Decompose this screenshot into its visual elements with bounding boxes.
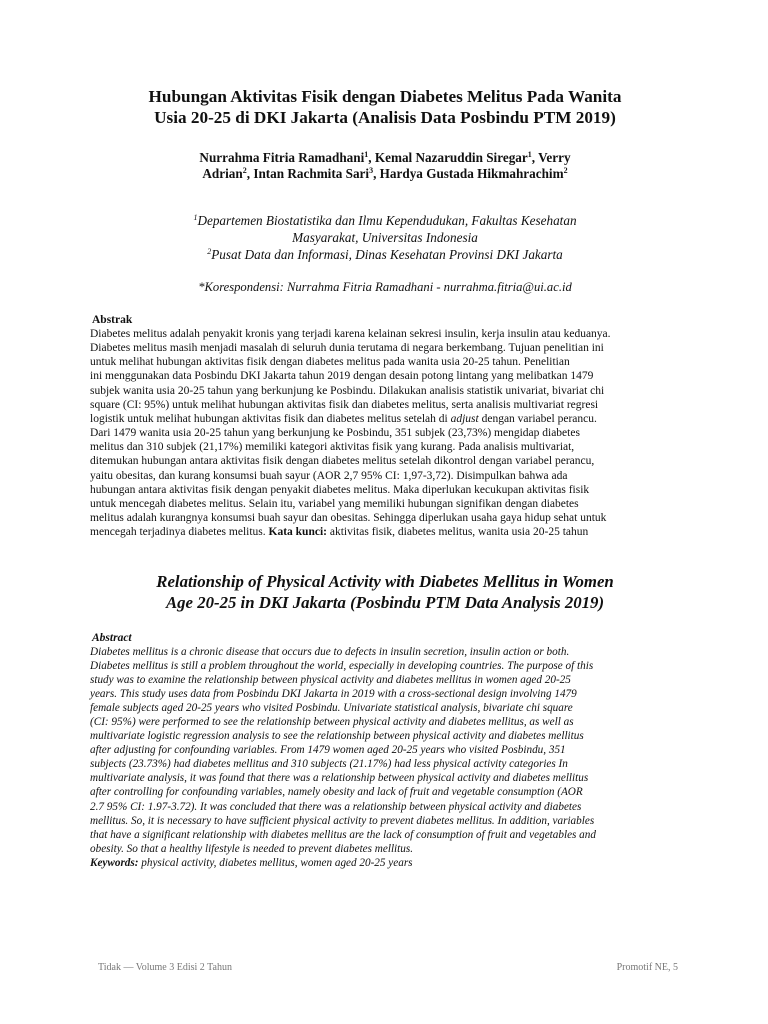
abstract-line: study was to examine the relationship between physical activity and diabetes mellitus in women aged 20-25 xyxy=(90,674,571,687)
author-name: , Verry xyxy=(531,150,571,165)
affiliation-marker: 2 xyxy=(563,166,568,175)
affiliation-text: Pusat Data dan Informasi, Dinas Kesehatan Provinsi DKI Jakarta xyxy=(211,247,563,262)
abstrak-line: yaitu obesitas, dan kurang konsumsi buah sayur (AOR 2,7 95% CI: 1,97-3,72). Disimpulkan bahwa ada xyxy=(90,469,568,482)
abstrak-line: Dari 1479 wanita usia 20-25 tahun yang berkunjung ke Posbindu, 351 subjek (23,73%) mengidap diabetes xyxy=(90,427,580,440)
english-title xyxy=(80,571,690,613)
abstract-line xyxy=(90,856,680,870)
abstrak-heading: Abstrak xyxy=(92,314,133,326)
abstract-line: that have a significant relationship with diabetes mellitus are the lack of consumption of fruit and vegetables and xyxy=(90,828,596,841)
indonesian-title xyxy=(90,86,680,128)
abstrak-line xyxy=(90,525,680,539)
abstrak-line: Diabetes melitus masih menjadi masalah di seluruh dunia terutama di negara berkembang. Tujuan penelitian ini xyxy=(90,342,604,355)
abstrak-line: subjek wanita usia 20-25 tahun yang berkunjung ke Posbindu. Dilakukan analisis statistik univariat, bivariat chi xyxy=(90,384,605,397)
abstrak-text: logistik untuk melihat hubungan aktivitas fisik dan diabetes melitus setelah di xyxy=(90,412,451,425)
abstrak-text: dengan variabel perancu. xyxy=(478,412,597,425)
abstract-line: (CI: 95%) were performed to see the relationship between physical activity and diabetes mellitus, as well as xyxy=(90,716,574,729)
abstract-heading: Abstract xyxy=(92,632,132,644)
indonesian-title-line-2: Usia 20-25 di DKI Jakarta (Analisis Data Posbindu PTM 2019) xyxy=(154,108,616,127)
affiliation-1-line-1 xyxy=(120,212,650,229)
affiliation-marker: 1 xyxy=(527,150,532,159)
keywords-list: physical activity, diabetes mellitus, women aged 20-25 years xyxy=(138,856,413,869)
abstract-line: obesity. So that a healthy lifestyle is needed to prevent diabetes mellitus. xyxy=(90,842,414,855)
abstract-line: subjects (23.73%) had diabetes mellitus and 310 subjects (21.17%) had less physical activity categories In xyxy=(90,758,568,771)
abstrak-line: ditemukan hubungan antara aktivitas fisik dengan diabetes melitus setelah dikontrol dengan variabel perancu, xyxy=(90,455,595,468)
abstract-line: multivariate analysis, it was found that there was a relationship between physical activity and diabetes mellitus xyxy=(90,772,589,785)
english-title-line-2: Age 20-25 in DKI Jakarta (Posbindu PTM Data Analysis 2019) xyxy=(165,593,605,612)
english-title-line-1: Relationship of Physical Activity with Diabetes Mellitus in Women xyxy=(156,572,614,591)
affiliation-marker: 1 xyxy=(364,150,369,159)
kata-kunci-label: Kata kunci: xyxy=(268,526,327,539)
footer-journal: Tidak — Volume 3 Edisi 2 Tahun xyxy=(98,962,232,973)
author-list xyxy=(110,150,660,182)
indonesian-title-line-1: Hubungan Aktivitas Fisik dengan Diabetes Melitus Pada Wanita xyxy=(148,87,622,106)
abstrak-line: hubungan antara aktivitas fisik dengan penyakit diabetes melitus. Maka diperlukan kecukupan aktivitas fisik xyxy=(90,483,590,496)
abstrak-line: square (CI: 95%) untuk melihat hubungan aktivitas fisik dan diabetes melitus, serta analisis multivariat regresi xyxy=(90,398,599,411)
affiliation-number: 2 xyxy=(207,247,212,256)
correspondence: *Korespondensi: Nurrahma Fitria Ramadhani - nurrahma.fitria@ui.ac.id xyxy=(198,280,572,294)
footer-page: Promotif NE, 5 xyxy=(616,962,678,973)
abstract-line: multivariate logistic regression analysis to see the relationship between physical activity and diabetes mellitus xyxy=(90,730,584,743)
abstrak-line: melitus dan 310 subjek (21,17%) memiliki kategori aktivitas fisik yang kurang. Pada analisis multivariat, xyxy=(90,441,575,454)
author-name: , Kemal Nazaruddin Siregar xyxy=(368,150,528,165)
abstract-line: female subjects aged 20-25 years who visited Posbindu. Univariate statistical analysis, bivariate chi square xyxy=(90,702,573,715)
affiliation-number: 1 xyxy=(193,213,198,222)
affiliation-marker: 2 xyxy=(242,166,247,175)
abstract-line: 2.7 95% CI: 1.97-3.72). It was concluded that there was a relationship between physical activity and diabetes xyxy=(90,800,582,813)
keywords-label: Keywords: xyxy=(90,856,139,869)
affiliation-1-line-2: Masyarakat, Universitas Indonesia xyxy=(292,230,478,245)
author-line-2 xyxy=(110,166,660,182)
page-footer xyxy=(98,962,678,980)
affiliation-text: Departemen Biostatistika dan Ilmu Kependudukan, Fakultas Kesehatan xyxy=(197,213,577,228)
abstrak-line: melitus adalah kurangnya konsumsi buah sayur dan obesitas. Sehingga diperlukan usaha gaya hidup sehat untuk xyxy=(90,512,607,525)
abstract-line: Diabetes mellitus is a chronic disease that occurs due to defects in insulin secretion, insulin action or both. xyxy=(90,646,570,658)
abstract-body xyxy=(90,645,680,870)
abstrak-line xyxy=(90,412,680,426)
author-name: Nurrahma Fitria Ramadhani xyxy=(199,150,365,165)
affiliation-2 xyxy=(120,246,650,263)
author-line-1 xyxy=(110,150,660,166)
author-name: , Hardya Gustada Hikmahrachim xyxy=(373,166,564,181)
abstract-line: mellitus. So, it is necessary to have sufficient physical activity to prevent diabetes mellitus. In addition, variables xyxy=(90,814,595,827)
abstrak-line: Diabetes melitus adalah penyakit kronis yang terjadi karena kelainan sekresi insulin, kerja insulin atau keduanya. xyxy=(90,328,611,340)
author-name: Adrian xyxy=(202,166,243,181)
abstrak-line: untuk mencegah diabetes melitus. Selain itu, variabel yang memiliki hubungan signifikan dengan diabetes xyxy=(90,497,579,510)
abstract-line: after adjusting for confounding variables. From 1479 women aged 20-25 years who visited Posbindu, 351 xyxy=(90,744,566,757)
kata-kunci-list: aktivitas fisik, diabetes melitus, wanita usia 20-25 tahun xyxy=(326,526,589,539)
abstrak-text: mencegah terjadinya diabetes melitus. xyxy=(90,526,269,539)
abstrak-body xyxy=(90,327,680,539)
abstract-line: after controlling for confounding variables, namely obesity and lack of fruit and vegetable consumption (AOR xyxy=(90,786,583,799)
abstrak-line: ini menggunakan data Posbindu DKI Jakarta tahun 2019 dengan desain potong lintang yang melibatkan 1479 xyxy=(90,370,594,383)
abstrak-italic-term: adjust xyxy=(450,412,479,425)
abstract-line: Diabetes mellitus is still a problem throughout the world, especially in developing countries. The purpose of this xyxy=(90,660,594,673)
abstrak-line: untuk melihat hubungan aktivitas fisik dengan diabetes melitus pada wanita usia 20-25 tahun. Penelitian xyxy=(90,356,570,369)
affiliation-marker: 3 xyxy=(369,166,374,175)
abstract-line: years. This study uses data from Posbindu DKI Jakarta in 2019 with a cross-sectional design involving 1479 xyxy=(90,688,577,701)
affiliations xyxy=(120,212,650,263)
author-name: , Intan Rachmita Sari xyxy=(246,166,370,181)
